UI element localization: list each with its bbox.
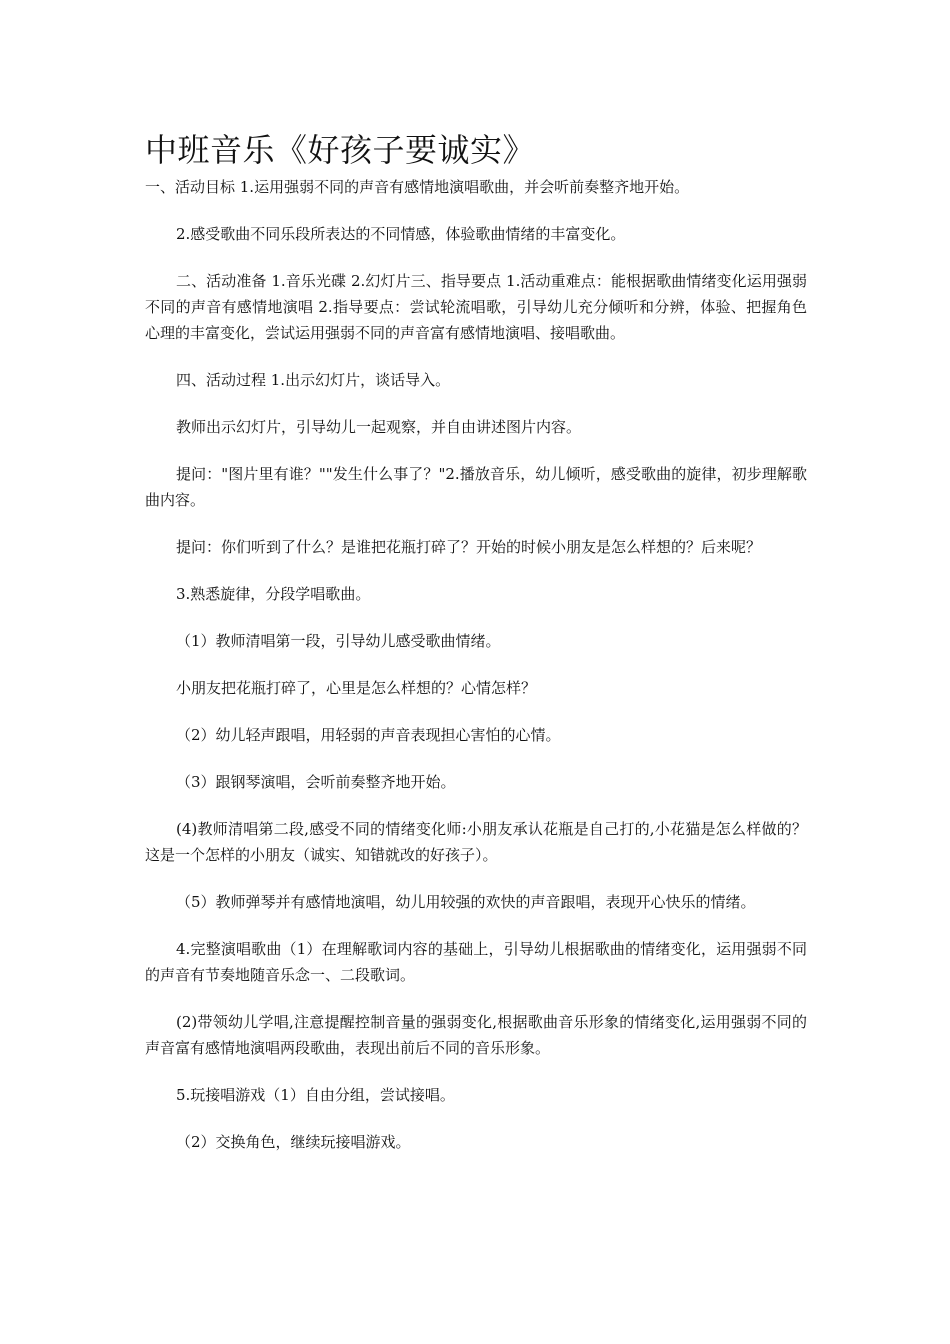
paragraph-step-3-4: (4)教师清唱第二段,感受不同的情绪变化师:小朋友承认花瓶是自己打的,小花猫是怎么样做的？这是一个怎样的小朋友（诚实、知错就改的好孩子）。 xyxy=(145,820,807,864)
paragraph-step-3: 3.熟悉旋律，分段学唱歌曲。 xyxy=(176,585,371,603)
paragraph-step-4: 4.完整演唱歌曲（1）在理解歌词内容的基础上，引导幼儿根据歌曲的情绪变化，运用强弱不同的声音有节奏地随音乐念一、二段歌词。 xyxy=(145,940,807,984)
paragraph-step-4-2: (2)带领幼儿学唱,注意提醒控制音量的强弱变化,根据歌曲音乐形象的情绪变化,运用强弱不同的声音富有感情地演唱两段歌曲，表现出前后不同的音乐形象。 xyxy=(145,1013,807,1057)
paragraph-step-5-2: （2）交换角色，继续玩接唱游戏。 xyxy=(176,1133,411,1151)
paragraph-objectives: 一、活动目标 1.运用强弱不同的声音有感情地演唱歌曲，并会听前奏整齐地开始。 xyxy=(145,178,690,196)
paragraph-question-1: 提问："图片里有谁？""发生什么事了？"2.播放音乐，幼儿倾听，感受歌曲的旋律，初步理解歌曲内容。 xyxy=(145,465,807,509)
document-page xyxy=(145,128,807,1176)
paragraph-step-3-1: （1）教师清唱第一段，引导幼儿感受歌曲情绪。 xyxy=(176,632,501,650)
paragraph-objective-2: 2.感受歌曲不同乐段所表达的不同情感，体验歌曲情绪的丰富变化。 xyxy=(176,225,626,243)
paragraph-vase-question: 小朋友把花瓶打碎了，心里是怎么样想的？心情怎样？ xyxy=(176,679,537,697)
paragraph-slides: 教师出示幻灯片，引导幼儿一起观察，并自由讲述图片内容。 xyxy=(176,418,582,436)
paragraph-preparation: 二、活动准备 1.音乐光碟 2.幻灯片三、指导要点 1.活动重难点：能根据歌曲情绪变化运用强弱不同的声音有感情地演唱 2.指导要点：尝试轮流唱歌，引导幼儿充分倾听和分辨，体验、把握角色心理的丰富变化，尝试运用强弱不同的声音富有感情地演唱、接唱歌曲。 xyxy=(145,272,807,342)
paragraph-step-3-3: （3）跟钢琴演唱，会听前奏整齐地开始。 xyxy=(176,773,456,791)
paragraph-process-1: 四、活动过程 1.出示幻灯片，谈话导入。 xyxy=(176,371,451,389)
paragraph-question-2: 提问：你们听到了什么？是谁把花瓶打碎了？开始的时候小朋友是怎么样想的？后来呢？ xyxy=(176,538,762,556)
paragraph-step-5: 5.玩接唱游戏（1）自由分组，尝试接唱。 xyxy=(176,1086,455,1104)
paragraph-step-3-5: （5）教师弹琴并有感情地演唱，幼儿用较强的欢快的声音跟唱，表现开心快乐的情绪。 xyxy=(176,893,756,911)
paragraph-step-3-2: （2）幼儿轻声跟唱，用轻弱的声音表现担心害怕的心情。 xyxy=(176,726,561,744)
document-title: 中班音乐《好孩子要诚实》 xyxy=(145,131,536,169)
